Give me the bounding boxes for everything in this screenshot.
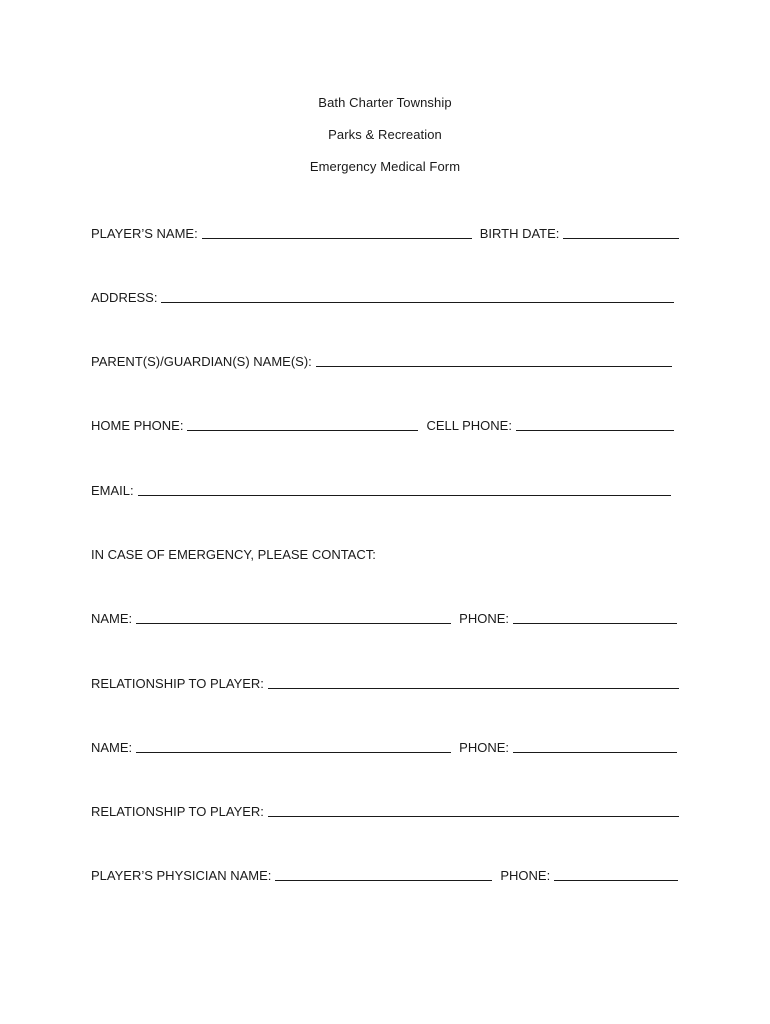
contact1-phone-label: PHONE: — [459, 611, 510, 626]
address-label: ADDRESS: — [91, 290, 158, 305]
contact1-name-field[interactable] — [136, 623, 451, 624]
contact1-relationship-row — [91, 672, 679, 692]
guardian-row — [91, 350, 672, 370]
address-row — [91, 286, 674, 306]
contact1-relationship-field[interactable] — [268, 688, 679, 689]
guardian-field[interactable] — [316, 366, 672, 367]
contact2-phone-field[interactable] — [513, 752, 677, 753]
contact2-relationship-label: RELATIONSHIP TO PLAYER: — [91, 804, 264, 819]
contact2-phone-label: PHONE: — [459, 740, 510, 755]
physician-row — [91, 864, 678, 884]
address-field[interactable] — [161, 302, 674, 303]
physician-phone-field[interactable] — [554, 880, 678, 881]
department-name: Parks & Recreation — [328, 127, 442, 142]
contact2-name-field[interactable] — [136, 752, 451, 753]
emergency-contact-heading: IN CASE OF EMERGENCY, PLEASE CONTACT: — [91, 547, 376, 562]
guardian-label: PARENT(S)/GUARDIAN(S) NAME(S): — [91, 354, 312, 369]
phone-row — [91, 414, 674, 434]
form-title: Emergency Medical Form — [309, 159, 461, 174]
physician-name-field[interactable] — [275, 880, 492, 881]
contact1-row — [91, 607, 677, 627]
contact1-phone-field[interactable] — [513, 623, 677, 624]
player-name-field[interactable] — [202, 238, 472, 239]
email-label: EMAIL: — [91, 483, 134, 498]
birth-date-field[interactable] — [563, 238, 679, 239]
home-phone-field[interactable] — [187, 430, 418, 431]
player-name-label: PLAYER’S NAME: — [91, 226, 198, 241]
contact1-name-label: NAME: — [91, 611, 133, 626]
physician-phone-label: PHONE: — [500, 868, 551, 883]
contact2-relationship-row — [91, 800, 679, 820]
home-phone-label: HOME PHONE: — [91, 418, 184, 433]
cell-phone-field[interactable] — [516, 430, 674, 431]
cell-phone-label: CELL PHONE: — [426, 418, 512, 433]
email-field[interactable] — [138, 495, 671, 496]
contact1-relationship-label: RELATIONSHIP TO PLAYER: — [91, 676, 264, 691]
physician-name-label: PLAYER’S PHYSICIAN NAME: — [91, 868, 272, 883]
contact2-name-label: NAME: — [91, 740, 133, 755]
organization-name: Bath Charter Township — [318, 95, 452, 110]
emergency-heading-row — [91, 543, 679, 563]
birth-date-label: BIRTH DATE: — [479, 226, 560, 241]
player-row — [91, 222, 679, 242]
email-row — [91, 479, 671, 499]
contact2-row — [91, 736, 677, 756]
contact2-relationship-field[interactable] — [268, 816, 679, 817]
